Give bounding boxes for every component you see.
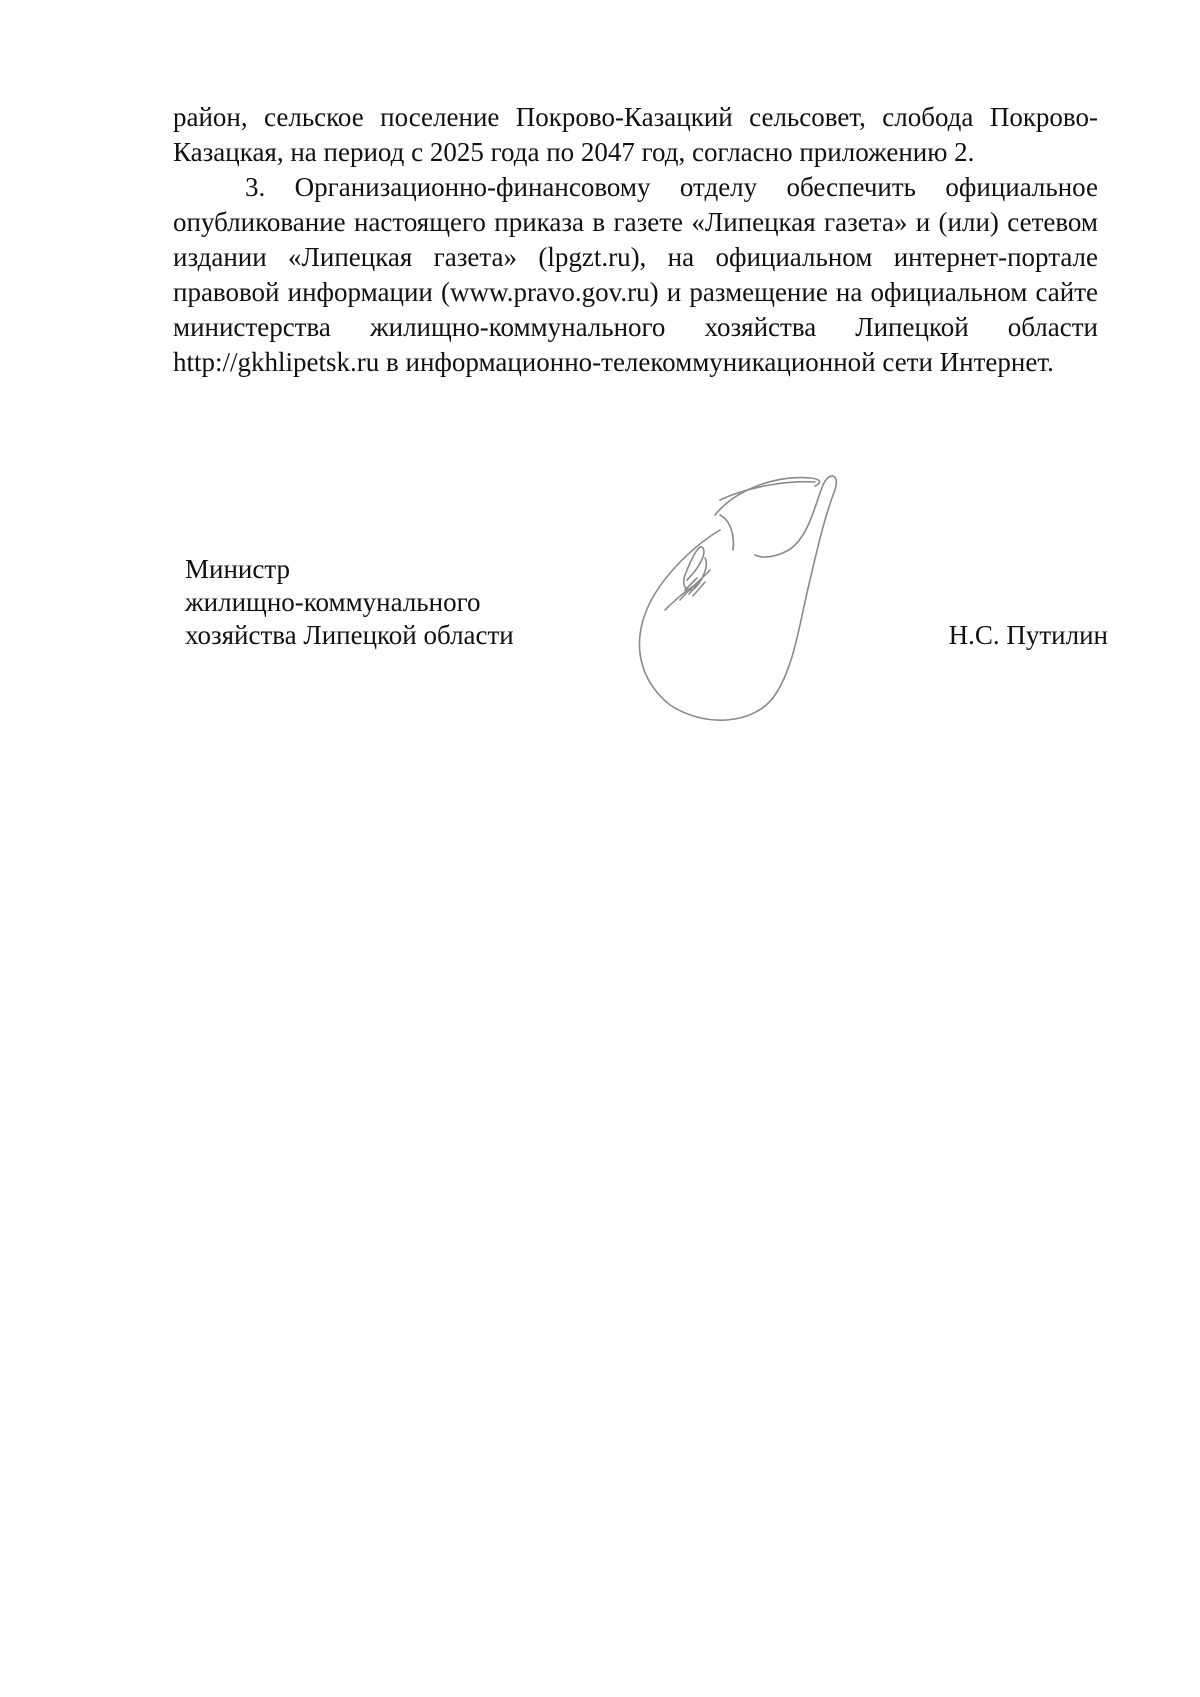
document-body — [173, 100, 1098, 380]
signatory-title — [185, 553, 514, 652]
paragraph-3: 3. Организационно-финансовому отделу обеспечить официальное опубликование настоящего приказа в газете «Липецкая газета» и (или) сетевом издании «Липецкая газета» (lpgzt.ru), на официальном интернет-портале правовой информации (www.pravo.gov.ru) и размещение на официальном сайте министерства жилищно-коммунального хозяйства Липецкой области http://gkhlipetsk.ru в информационно-телекоммуникационной сети Интернет. — [173, 172, 1098, 377]
signatory-title-line-1: Министр — [185, 554, 290, 584]
signatory-title-line-3: хозяйства Липецкой области — [185, 620, 514, 650]
signatory-name: Н.С. Путилин — [948, 620, 1108, 650]
handwritten-signature — [625, 460, 900, 730]
paragraph-continued: район, сельское поселение Покрово-Казацкий сельсовет, слобода Покрово-Казацкая, на период с 2025 года по 2047 год, согласно приложению 2. — [173, 102, 1098, 167]
signatory-title-line-2: жилищно-коммунального — [185, 587, 481, 617]
